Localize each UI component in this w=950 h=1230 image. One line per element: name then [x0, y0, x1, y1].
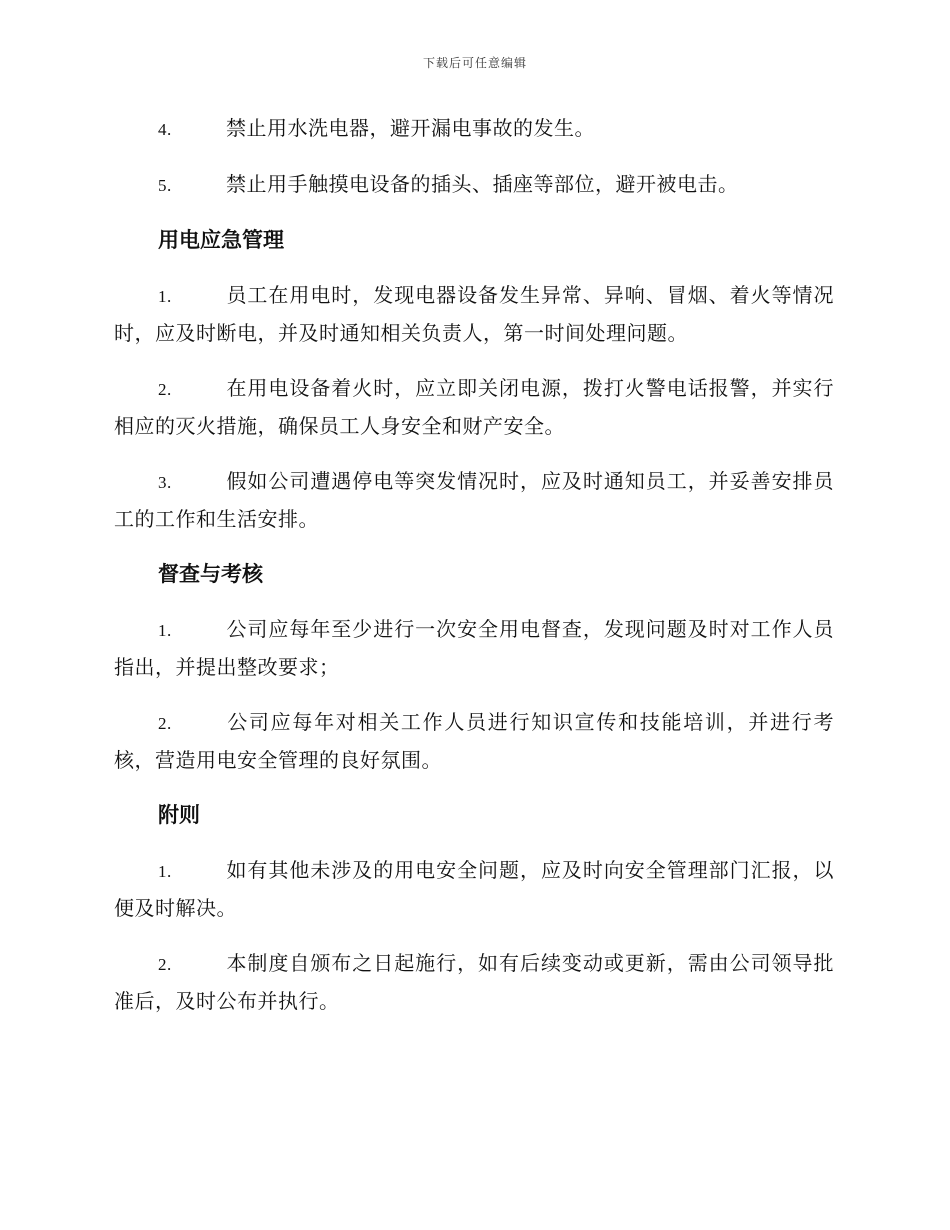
item-number: 5.	[158, 176, 172, 195]
header-note: 下载后可任意编辑	[422, 56, 527, 70]
item-text: 公司应每年至少进行一次安全用电督查，发现问题及时对工作人员指出，并提出整改要求；	[114, 617, 834, 679]
item-text: 员工在用电时，发现电器设备发生异常、异响、冒烟、着火等情况时，应及时断电，并及时通知相关负责人，第一时间处理问题。	[114, 283, 834, 345]
item-number: 1.	[158, 862, 172, 881]
section-heading-inspection: 督查与考核	[158, 562, 263, 586]
section-heading-appendix: 附则	[158, 803, 200, 827]
item-text: 假如公司遭遇停电等突发情况时，应及时通知员工，并妥善安排员工的工作和生活安排。	[114, 469, 834, 531]
item-text: 禁止用水洗电器，避开漏电事故的发生。	[226, 116, 595, 140]
item-number: 2.	[158, 714, 172, 733]
list-item	[114, 110, 834, 148]
list-item	[114, 370, 834, 445]
list-item	[114, 704, 834, 779]
list-item	[114, 945, 834, 1020]
item-number: 3.	[158, 473, 172, 492]
item-text: 禁止用手触摸电设备的插头、插座等部位，避开被电击。	[226, 172, 739, 196]
item-text: 本制度自颁布之日起施行，如有后续变动或更新，需由公司领导批准后，及时公布并执行。	[114, 951, 834, 1013]
section-heading-emergency: 用电应急管理	[158, 228, 284, 252]
list-item	[114, 166, 834, 204]
list-item	[114, 852, 834, 927]
item-number: 1.	[158, 287, 172, 306]
item-number: 1.	[158, 621, 172, 640]
item-text: 在用电设备着火时，应立即关闭电源，拨打火警电话报警，并实行相应的灭火措施，确保员工人身安全和财产安全。	[114, 376, 834, 438]
list-item	[114, 277, 834, 352]
item-number: 2.	[158, 380, 172, 399]
list-item	[114, 463, 834, 538]
item-text: 公司应每年对相关工作人员进行知识宣传和技能培训，并进行考核，营造用电安全管理的良好氛围。	[114, 710, 834, 772]
list-item	[114, 611, 834, 686]
item-number: 4.	[158, 120, 172, 139]
document-body	[114, 110, 834, 1038]
item-number: 2.	[158, 955, 172, 974]
item-text: 如有其他未涉及的用电安全问题，应及时向安全管理部门汇报，以便及时解决。	[114, 858, 834, 920]
